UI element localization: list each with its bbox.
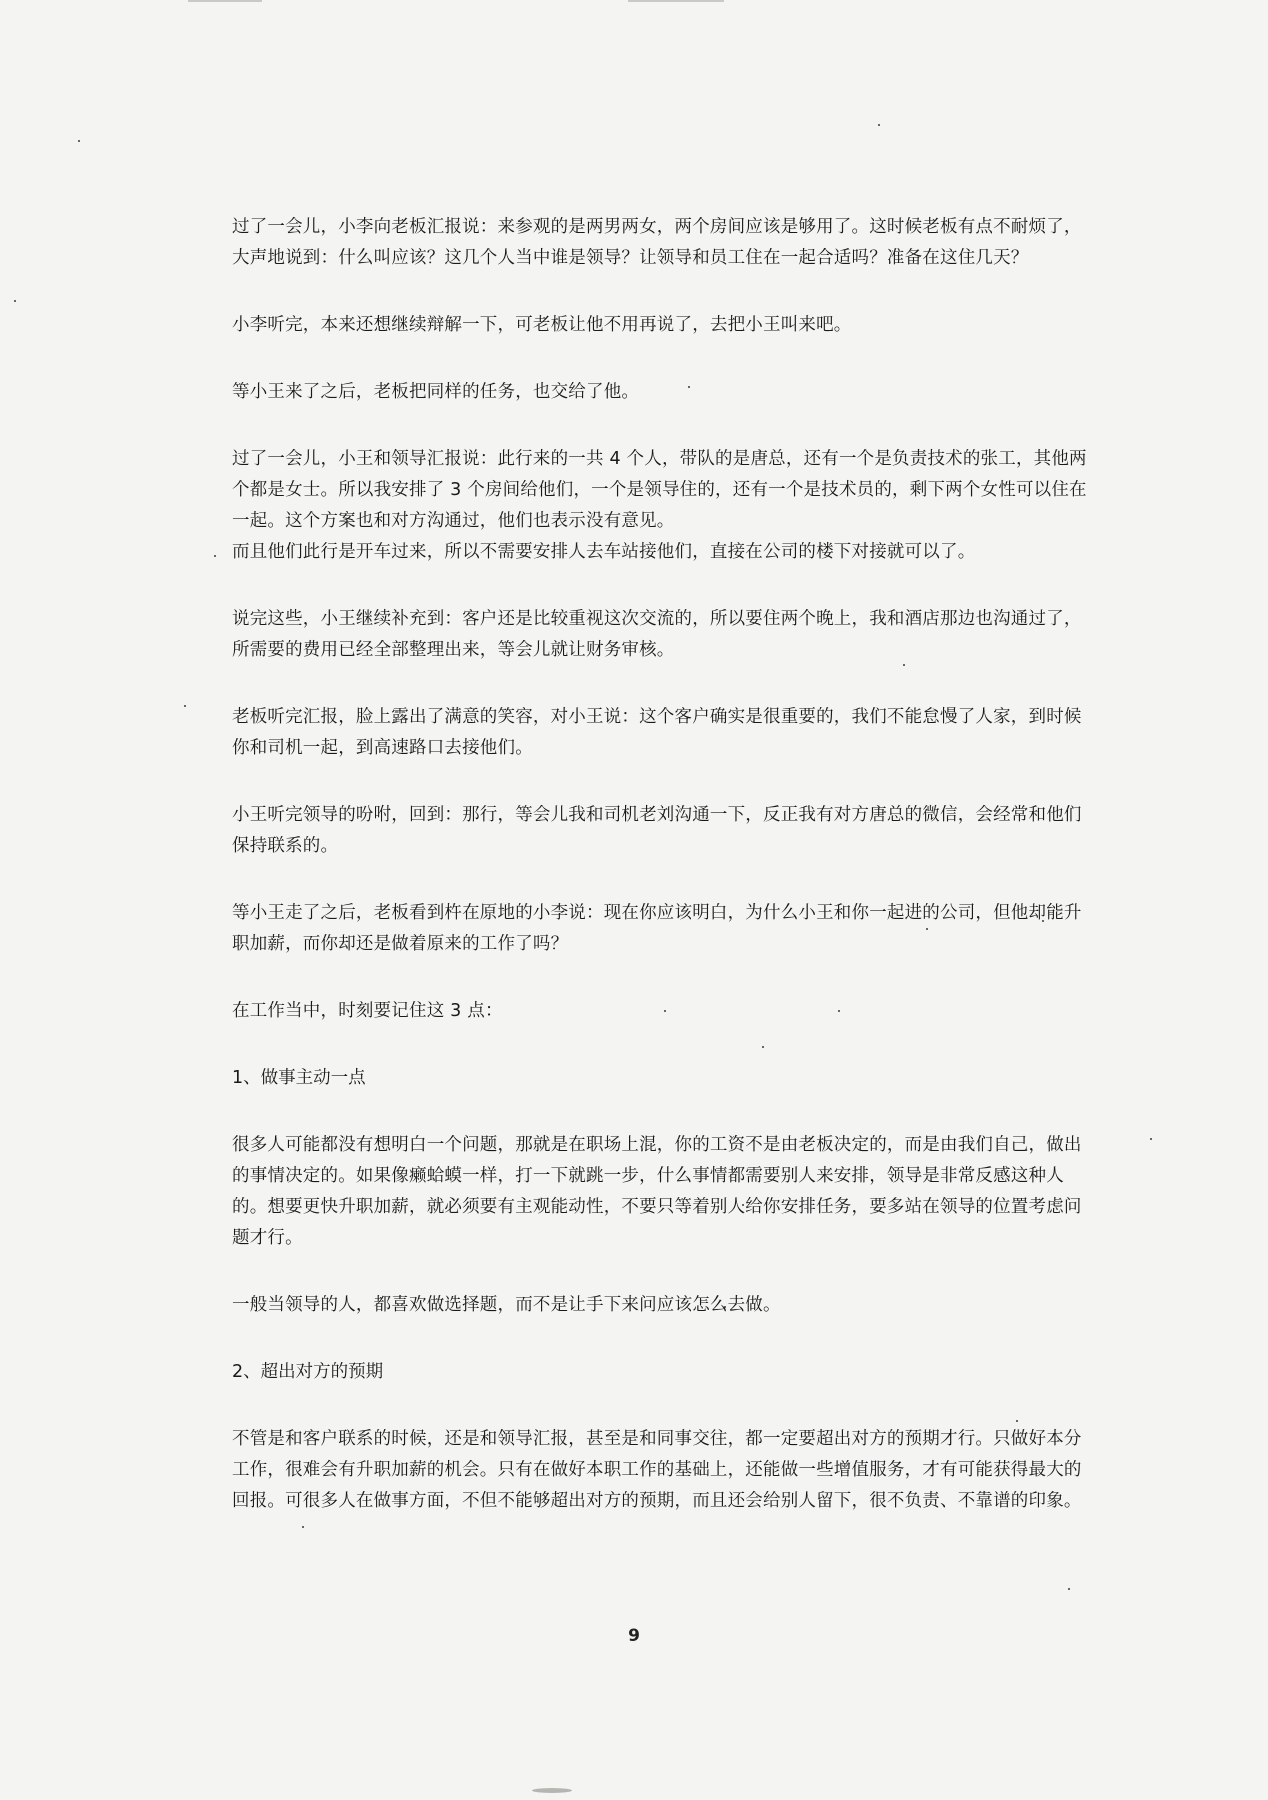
paragraph: 在工作当中，时刻要记住这 3 点： [232, 1001, 503, 1021]
paragraph: 一般当领导的人，都喜欢做选择题，而不是让手下来问应该怎么去做。 [232, 1295, 781, 1315]
scan-mark [628, 0, 724, 2]
paragraph: 过了一会儿，小王和领导汇报说：此行来的一共 4 个人，带队的是唐总，还有一个是负责技术的张工，其他两个都是女士。所以我安排了 3 个房间给他们，一个是领导住的，还有一个是技术员的，剩下两个女性可以住在一起。这个方案也和对方沟通过，他们也表示没有意见。 [232, 449, 1087, 531]
scan-mark [532, 1788, 572, 1793]
scan-speck [184, 705, 186, 707]
scan-speck [1068, 1588, 1070, 1590]
scan-speck [14, 300, 16, 302]
scan-speck [214, 555, 216, 557]
section-heading: 1、做事主动一点 [232, 1068, 366, 1088]
paragraph: 不管是和客户联系的时候，还是和领导汇报，甚至是和同事交往，都一定要超出对方的预期才行。只做好本分工作，很难会有升职加薪的机会。只有在做好本职工作的基础上，还能做一些增值服务，才有可能获得最大的回报。可很多人在做事方面，不但不能够超出对方的预期，而且还会给别人留下，很不负责、不靠谱的印象。 [232, 1429, 1082, 1511]
paragraph: 等小王走了之后，老板看到杵在原地的小李说：现在你应该明白，为什么小王和你一起进的公司，但他却能升职加薪，而你却还是做着原来的工作了吗？ [232, 903, 1082, 954]
page-number: 9 [628, 1626, 640, 1646]
scan-mark [188, 0, 262, 2]
paragraph: 说完这些，小王继续补充到：客户还是比较重视这次交流的，所以要住两个晚上，我和酒店那边也沟通过了，所需要的费用已经全部整理出来，等会儿就让财务审核。 [232, 609, 1082, 660]
paragraph: 老板听完汇报，脸上露出了满意的笑容，对小王说：这个客户确实是很重要的，我们不能怠慢了人家，到时候你和司机一起，到高速路口去接他们。 [232, 707, 1082, 758]
scan-speck [878, 124, 880, 126]
paragraph: 等小王来了之后，老板把同样的任务，也交给了他。 [232, 382, 640, 402]
scan-speck [1150, 1138, 1152, 1140]
section-heading: 2、超出对方的预期 [232, 1362, 384, 1382]
paragraph: 很多人可能都没有想明白一个问题，那就是在职场上混，你的工资不是由老板决定的，而是由我们自己，做出的事情决定的。如果像癞蛤蟆一样，打一下就跳一步，什么事情都需要别人来安排，领导是非常反感这种人的。想要更快升职加薪，就必须要有主观能动性，不要只等着别人给你安排任务，要多站在领导的位置考虑问题才行。 [232, 1135, 1082, 1248]
paragraph: 小李听完，本来还想继续辩解一下，可老板让他不用再说了，去把小王叫来吧。 [232, 315, 852, 335]
paragraph: 而且他们此行是开车过来，所以不需要安排人去车站接他们，直接在公司的楼下对接就可以了。 [232, 542, 976, 562]
paragraph: 过了一会儿，小李向老板汇报说：来参观的是两男两女，两个房间应该是够用了。这时候老板有点不耐烦了，大声地说到：什么叫应该？这几个人当中谁是领导？让领导和员工住在一起合适吗？准备在这住几天？ [232, 217, 1082, 268]
paragraph: 小王听完领导的吩咐，回到：那行，等会儿我和司机老刘沟通一下，反正我有对方唐总的微信，会经常和他们保持联系的。 [232, 805, 1082, 856]
document-body [232, 212, 1092, 1553]
scan-speck [78, 140, 80, 142]
